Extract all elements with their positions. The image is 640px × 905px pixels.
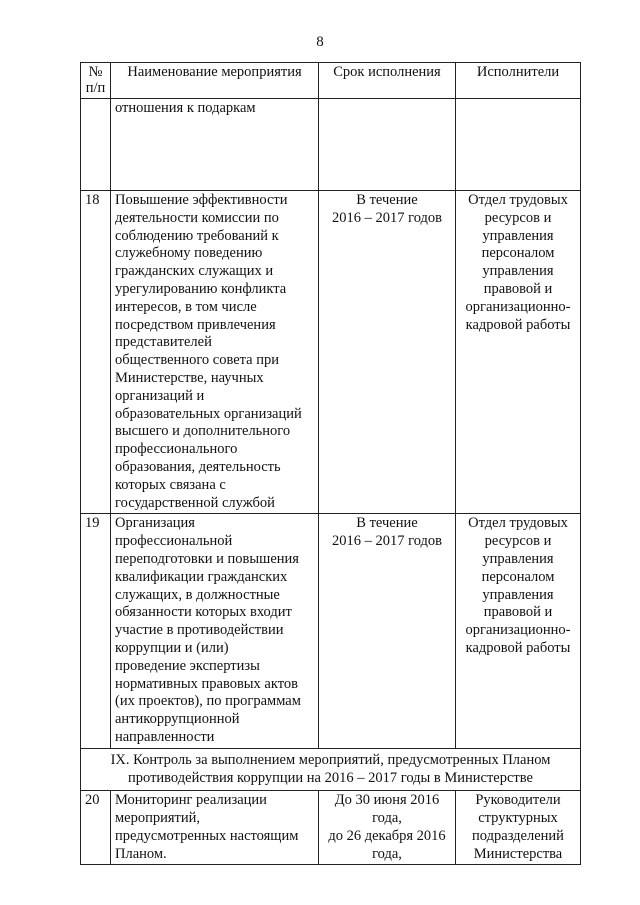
executors-cell	[456, 514, 581, 748]
text-line: направленности	[115, 728, 215, 745]
anticorruption-plan-table	[80, 62, 581, 865]
table-row-continuation	[81, 99, 581, 191]
text-line: организаций и	[115, 387, 205, 404]
text-line: управления	[482, 586, 554, 603]
text-line: высшего и дополнительного	[115, 423, 291, 440]
text-line: В течение	[356, 192, 418, 208]
row-number-cell	[81, 99, 111, 191]
text-line: года,	[372, 810, 402, 827]
text-line: IX. Контроль за выполнением мероприятий, предусмотренных Планом	[110, 751, 551, 768]
header-event-name: Наименование мероприятия	[111, 63, 319, 99]
text-line: правовой и	[483, 280, 553, 297]
text-line: служащих, в должностные	[115, 586, 280, 603]
text-line: Организация	[115, 515, 195, 532]
text-line: управления	[482, 550, 554, 567]
page-number: 8	[316, 34, 324, 50]
deadline-cell	[319, 191, 456, 514]
text-line: Планом.	[115, 845, 167, 862]
text-line: (их проектов), по программам	[115, 693, 301, 710]
text-line: персоналом	[481, 245, 555, 262]
event-name-cell	[111, 514, 319, 748]
header-number-line: п/п	[85, 80, 106, 96]
text-line: подразделений	[472, 827, 564, 844]
text-line: Министерстве, научных	[115, 369, 264, 386]
text-line: мероприятий,	[115, 810, 201, 827]
text-line: управления	[482, 263, 554, 280]
text-line: квалификации гражданских	[115, 568, 288, 585]
text-line: до 26 декабря 2016	[328, 827, 446, 844]
table-row	[81, 514, 581, 748]
text-line: образовательных организаций	[115, 405, 302, 422]
text-line: 2016 – 2017 годов	[331, 533, 443, 550]
text-line: Отдел трудовых	[468, 192, 568, 208]
table-row	[81, 791, 581, 865]
text-line: В течение	[356, 515, 418, 532]
header-deadline: Срок исполнения	[319, 63, 456, 99]
text-line: профессионального	[115, 441, 238, 458]
deadline-cell	[319, 514, 456, 748]
text-line: деятельности комиссии по	[115, 209, 279, 226]
text-line: До 30 июня 2016	[334, 792, 440, 809]
text-line: проведение экспертизы	[115, 657, 260, 674]
text-line: Отдел трудовых	[468, 515, 568, 532]
text-line: кадровой работы	[465, 639, 571, 656]
text-line: гражданских служащих и	[115, 263, 274, 280]
header-executors: Исполнители	[456, 63, 581, 99]
text-line: кадровой работы	[465, 316, 571, 333]
text-line: 2016 – 2017 годов	[331, 209, 443, 226]
row-number-cell: 19	[81, 514, 111, 748]
header-number-line: №	[88, 64, 103, 80]
text-line: Руководители	[475, 792, 561, 809]
row-number-cell: 20	[81, 791, 111, 865]
text-line: представителей	[115, 334, 212, 351]
text-line: Мониторинг реализации	[115, 792, 267, 809]
event-name-cell	[111, 791, 319, 865]
event-name-cell: отношения к подаркам	[111, 99, 319, 191]
text-line: общественного совета при	[115, 352, 280, 369]
row-number-cell: 18	[81, 191, 111, 514]
section-heading-row	[81, 748, 581, 791]
text-line: правовой и	[483, 604, 553, 621]
text-line: государственной службой	[115, 494, 275, 511]
executors-cell	[456, 791, 581, 865]
text-line: участие в противодействии	[115, 622, 284, 639]
text-line: служебному поведению	[115, 245, 263, 262]
table-row	[81, 191, 581, 514]
text-line: которых связана с	[115, 476, 226, 493]
deadline-cell	[319, 99, 456, 191]
text-line: переподготовки и повышения	[115, 550, 299, 567]
text-line: ресурсов и	[484, 533, 552, 550]
text-line: урегулированию конфликта	[115, 280, 287, 297]
text-line: Министерства	[473, 845, 563, 862]
text-line: образования, деятельность	[115, 458, 281, 475]
text-line: персоналом	[481, 568, 555, 585]
text-line: профессиональной	[115, 533, 233, 550]
text-line: коррупции и (или)	[115, 639, 229, 656]
text-line: года,	[372, 845, 402, 862]
text-line: организационно-	[465, 298, 571, 315]
deadline-cell	[319, 791, 456, 865]
text-line: предусмотренных настоящим	[115, 827, 299, 844]
executors-cell	[456, 99, 581, 191]
text-line: организационно-	[465, 622, 571, 639]
text-line: соблюдению требований к	[115, 227, 279, 244]
text-line: обязанности которых входит	[115, 604, 292, 621]
table-header-row	[81, 63, 581, 99]
text-line: противодействия коррупции на 2016 – 2017 годы в Министерстве	[128, 769, 533, 786]
event-name-cell	[111, 191, 319, 514]
text-line: посредством привлечения	[115, 316, 276, 333]
text-line: антикоррупционной	[115, 711, 240, 728]
executors-cell	[456, 191, 581, 514]
text-line: нормативных правовых актов	[115, 675, 298, 692]
text-line: управления	[482, 227, 554, 244]
text-line: ресурсов и	[484, 209, 552, 226]
header-number	[81, 63, 111, 99]
section-heading	[81, 748, 581, 791]
text-line: структурных	[478, 810, 558, 827]
text-line: Повышение эффективности	[115, 192, 288, 208]
text-line: интересов, в том числе	[115, 298, 257, 315]
